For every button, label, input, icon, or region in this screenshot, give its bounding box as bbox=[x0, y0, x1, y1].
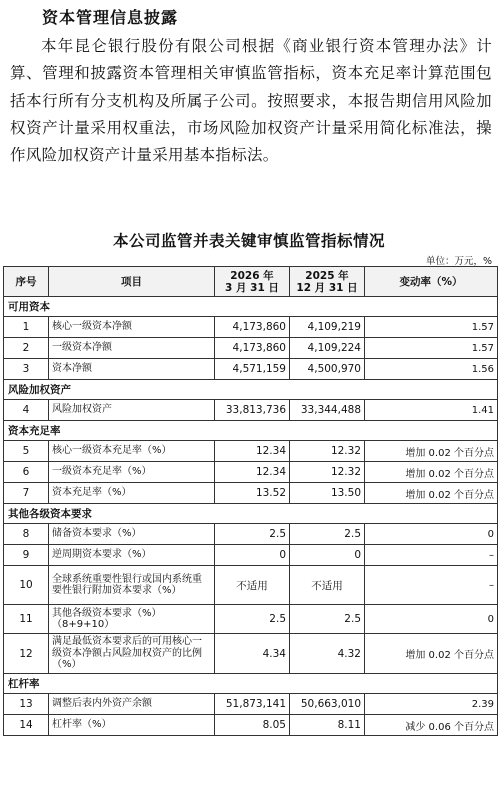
row-number: 11 bbox=[4, 605, 49, 634]
table-row bbox=[4, 715, 498, 736]
row-item: 调整后表内外资产余额 bbox=[49, 694, 215, 715]
row-number: 5 bbox=[4, 441, 49, 462]
row-change: 增加 0.02 个百分点 bbox=[365, 634, 498, 674]
row-item: 资本净额 bbox=[49, 359, 215, 380]
row-item: 一级资本充足率（%） bbox=[49, 462, 215, 483]
row-item: 全球系统重要性银行或国内系统重要性银行附加资本要求（%） bbox=[49, 566, 215, 605]
row-number: 3 bbox=[4, 359, 49, 380]
row-change: 增加 0.02 个百分点 bbox=[365, 462, 498, 483]
row-value-2026: 8.05 bbox=[215, 715, 290, 736]
unit-note: 单位：万元，% bbox=[425, 256, 492, 267]
table-row bbox=[4, 605, 498, 634]
table-row bbox=[4, 566, 498, 605]
header-col2-year: 2025 年 bbox=[305, 269, 349, 282]
row-value-2026: 51,873,141 bbox=[215, 694, 290, 715]
row-item: 一级资本净额 bbox=[49, 338, 215, 359]
header-col1 bbox=[215, 267, 290, 297]
row-change: – bbox=[365, 566, 498, 605]
row-item: 其他各级资本要求（%）（8+9+10） bbox=[49, 605, 215, 634]
row-change: 1.57 bbox=[365, 338, 498, 359]
section-title: 资本充足率 bbox=[4, 421, 498, 441]
row-change: 1.56 bbox=[365, 359, 498, 380]
row-item: 杠杆率（%） bbox=[49, 715, 215, 736]
intro-paragraph: 本年昆仑银行股份有限公司根据《商业银行资本管理办法》计算、管理和披露资本管理相关审慎监管指标，资本充足率计算范围包括本行所有分支机构及所属子公司。按照要求，本报告期信用风险加权资产计量采用权重法，市场风险加权资产计量采用简化标准法，操作风险加权资产计量采用基本指标法。 bbox=[10, 37, 492, 165]
indicator-table bbox=[3, 266, 498, 736]
section-row bbox=[4, 421, 498, 441]
header-col1-date: 3 月 31 日 bbox=[225, 281, 279, 294]
row-number: 1 bbox=[4, 317, 49, 338]
table-row bbox=[4, 694, 498, 715]
row-item: 核心一级资本充足率（%） bbox=[49, 441, 215, 462]
row-value-2026: 0 bbox=[215, 545, 290, 566]
row-value-2025: 4,109,219 bbox=[290, 317, 365, 338]
table-row bbox=[4, 400, 498, 421]
row-value-2026: 不适用 bbox=[215, 566, 290, 605]
table-row bbox=[4, 524, 498, 545]
row-value-2026: 2.5 bbox=[215, 524, 290, 545]
row-value-2026: 12.34 bbox=[215, 462, 290, 483]
row-change: 1.41 bbox=[365, 400, 498, 421]
row-item: 满足最低资本要求后的可用核心一级资本净额占风险加权资产的比例（%） bbox=[49, 634, 215, 674]
section-row bbox=[4, 504, 498, 524]
row-change: 增加 0.02 个百分点 bbox=[365, 483, 498, 504]
row-change: 减少 0.06 个百分点 bbox=[365, 715, 498, 736]
row-item: 核心一级资本净额 bbox=[49, 317, 215, 338]
section-row bbox=[4, 380, 498, 400]
row-value-2026: 13.52 bbox=[215, 483, 290, 504]
row-value-2025: 不适用 bbox=[290, 566, 365, 605]
header-col2-date: 12 月 31 日 bbox=[296, 281, 358, 294]
row-value-2025: 50,663,010 bbox=[290, 694, 365, 715]
section-row bbox=[4, 297, 498, 317]
table-row bbox=[4, 634, 498, 674]
row-item: 逆周期资本要求（%） bbox=[49, 545, 215, 566]
table-row bbox=[4, 359, 498, 380]
row-number: 8 bbox=[4, 524, 49, 545]
table-body bbox=[4, 297, 498, 736]
section-title: 风险加权资产 bbox=[4, 380, 498, 400]
row-number: 6 bbox=[4, 462, 49, 483]
header-no: 序号 bbox=[4, 267, 49, 297]
row-change: 2.39 bbox=[365, 694, 498, 715]
table-title: 本公司监管并表关键审慎监管指标情况 bbox=[112, 232, 385, 250]
row-value-2026: 12.34 bbox=[215, 441, 290, 462]
row-value-2025: 13.50 bbox=[290, 483, 365, 504]
table-row bbox=[4, 338, 498, 359]
row-value-2025: 8.11 bbox=[290, 715, 365, 736]
section-title: 杠杆率 bbox=[4, 674, 498, 694]
row-value-2026: 2.5 bbox=[215, 605, 290, 634]
table-header-row bbox=[4, 267, 498, 297]
row-number: 2 bbox=[4, 338, 49, 359]
header-col2 bbox=[290, 267, 365, 297]
row-change: 0 bbox=[365, 605, 498, 634]
row-value-2025: 33,344,488 bbox=[290, 400, 365, 421]
row-number: 13 bbox=[4, 694, 49, 715]
row-change: – bbox=[365, 545, 498, 566]
section-heading: 资本管理信息披露 bbox=[42, 8, 179, 27]
row-value-2026: 4.34 bbox=[215, 634, 290, 674]
row-value-2026: 4,571,159 bbox=[215, 359, 290, 380]
row-value-2026: 4,173,860 bbox=[215, 338, 290, 359]
header-change: 变动率（%） bbox=[365, 267, 498, 297]
row-value-2026: 33,813,736 bbox=[215, 400, 290, 421]
row-change: 增加 0.02 个百分点 bbox=[365, 441, 498, 462]
section-row bbox=[4, 674, 498, 694]
header-col1-year: 2026 年 bbox=[230, 269, 274, 282]
table-row bbox=[4, 462, 498, 483]
table-row bbox=[4, 317, 498, 338]
row-number: 12 bbox=[4, 634, 49, 674]
row-value-2025: 4.32 bbox=[290, 634, 365, 674]
row-number: 14 bbox=[4, 715, 49, 736]
row-item: 风险加权资产 bbox=[49, 400, 215, 421]
row-number: 10 bbox=[4, 566, 49, 605]
row-value-2025: 4,500,970 bbox=[290, 359, 365, 380]
section-title: 可用资本 bbox=[4, 297, 498, 317]
row-value-2025: 2.5 bbox=[290, 605, 365, 634]
row-value-2025: 0 bbox=[290, 545, 365, 566]
table-row bbox=[4, 483, 498, 504]
row-value-2025: 2.5 bbox=[290, 524, 365, 545]
table-row bbox=[4, 545, 498, 566]
row-number: 4 bbox=[4, 400, 49, 421]
section-title: 其他各级资本要求 bbox=[4, 504, 498, 524]
row-number: 7 bbox=[4, 483, 49, 504]
row-item: 资本充足率（%） bbox=[49, 483, 215, 504]
row-value-2026: 4,173,860 bbox=[215, 317, 290, 338]
row-number: 9 bbox=[4, 545, 49, 566]
row-value-2025: 12.32 bbox=[290, 462, 365, 483]
row-change: 1.57 bbox=[365, 317, 498, 338]
header-item: 项目 bbox=[49, 267, 215, 297]
row-value-2025: 4,109,224 bbox=[290, 338, 365, 359]
row-change: 0 bbox=[365, 524, 498, 545]
row-value-2025: 12.32 bbox=[290, 441, 365, 462]
row-item: 储备资本要求（%） bbox=[49, 524, 215, 545]
table-row bbox=[4, 441, 498, 462]
